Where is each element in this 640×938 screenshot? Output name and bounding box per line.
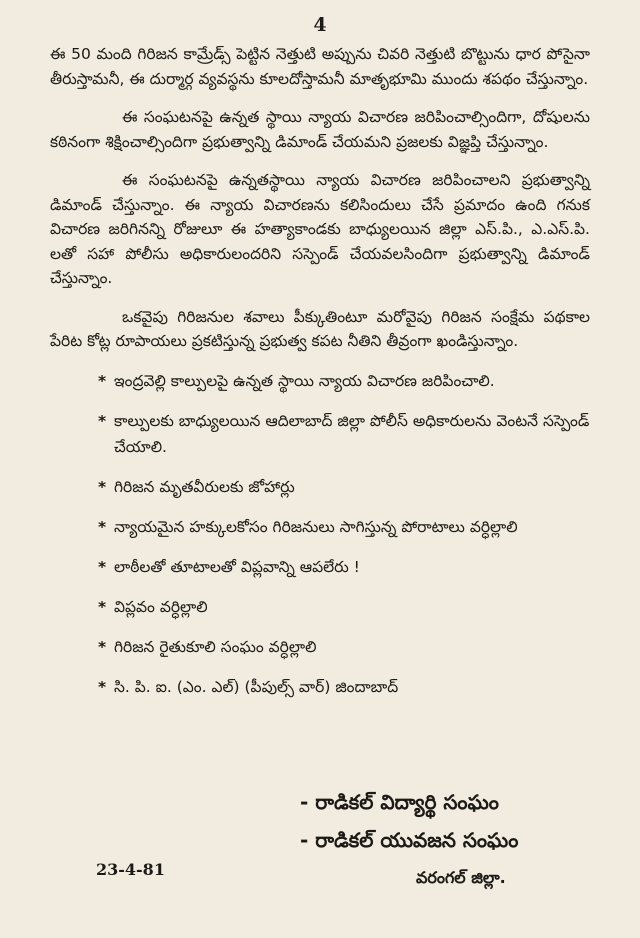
document-date: 23-4-81	[96, 860, 165, 879]
document-place: వరంగల్ జిల్లా.	[416, 868, 506, 887]
bullet-star-icon: *	[98, 371, 107, 390]
bullet-star-icon: *	[98, 597, 107, 616]
slogan-text: లాఠీలతో తూటాలతో విప్లవాన్ని ఆపలేరు !	[114, 557, 360, 576]
list-item	[98, 634, 590, 660]
bullet-star-icon: *	[98, 411, 107, 430]
slogan-text: గిరిజన మృతవీరులకు జోహార్లు	[114, 477, 295, 496]
list-item	[98, 594, 590, 620]
slogan-text: ఇంద్రవెల్లి కాల్పులపై ఉన్నత స్థాయి న్యాయ విచారణ జరిపించాలి.	[114, 371, 495, 390]
list-item	[98, 514, 590, 540]
slogan-text: విప్లవం వర్ధిల్లాలి	[114, 597, 208, 616]
paragraph-oath: ఈ 50 మంది గిరిజన కామ్రేడ్స్ పెట్టిన నెత్తుటి అప్పును చివరి నెత్తుటి బొట్టును ధార పోసైనా తీరుస్తామనీ, ఈ దుర్మార్గ వ్యవస్థను కూలదోస్తామనీ మాతృభూమి ముందు శపథం చేస్తున్నాం.	[50, 45, 590, 88]
signature-student-union: - రాడికల్ విద్యార్థి సంఘం	[300, 790, 499, 814]
slogan-list	[50, 368, 590, 700]
slogan-text: గిరిజన రైతుకూలి సంఘం వర్ధిల్లాలి	[114, 637, 317, 656]
bullet-star-icon: *	[98, 477, 107, 496]
slogan-text: న్యాయమైన హక్కులకోసం గిరిజనులు సాగిస్తున్న పోరాటాలు వర్ధిల్లాలి	[114, 517, 518, 536]
list-item	[98, 408, 590, 460]
list-item	[98, 554, 590, 580]
bullet-star-icon: *	[98, 557, 107, 576]
bullet-star-icon: *	[98, 517, 107, 536]
document-body	[50, 42, 590, 714]
slogan-text: సి. పి. ఐ. (ఎం. ఎల్) (పీపుల్స్ వార్) జిందాబాద్	[114, 677, 399, 696]
list-item	[98, 674, 590, 700]
paragraph-condemn: ఒకవైపు గిరిజనుల శవాలు పీక్కుతింటూ మరోవైపు గిరిజన సంక్షేమ పథకాల పేరిట కోట్ల రూపాయలు ప్రకటిస్తున్న ప్రభుత్వ కపట నీతిని తీవ్రంగా ఖండిస్తున్నాం.	[50, 307, 590, 350]
list-item	[98, 474, 590, 500]
paragraph-appeal: ఈ సంఘటనపై ఉన్నత స్థాయి న్యాయ విచారణ జరిపించాల్సిందిగా, దోషులను కఠినంగా శిక్షించాల్సిందిగా ప్రభుత్వాన్ని డిమాండ్ చేయమని ప్రజలకు విజ్ఞప్తి చేస్తున్నాం.	[50, 108, 590, 151]
bullet-star-icon: *	[98, 637, 107, 656]
list-item	[98, 368, 590, 394]
paragraph-demand: ఈ సంఘటనపై ఉన్నతస్థాయి న్యాయ విచారణ జరిపించాలని ప్రభుత్వాన్ని డిమాండ్ చేస్తున్నాం. ఈ న్యాయ విచారణను కలిసిందులు చేసే ప్రమాదం ఉంది గనుక విచారణ జరిగినన్ని రోజులూ ఈ హత్యాకాండకు బాధ్యులయిన జిల్లా ఎస్.పి., ఎ.ఎస్.పి. లతో సహా పోలీసు అధికారులందరిని సస్పెండ్ చేయవలసిందిగా ప్రభుత్వాన్ని డిమాండ్ చేస్తున్నాం.	[50, 171, 590, 287]
page-number: 4	[313, 14, 327, 36]
signature-youth-union: - రాడికల్ యువజన సంఘం	[300, 828, 519, 852]
bullet-star-icon: *	[98, 677, 107, 696]
slogan-text: కాల్పులకు బాధ్యులయిన ఆదిలాబాద్ జిల్లా పోలీస్ అధికారులను వెంటనే సస్పెండ్ చేయాలి.	[114, 411, 590, 456]
